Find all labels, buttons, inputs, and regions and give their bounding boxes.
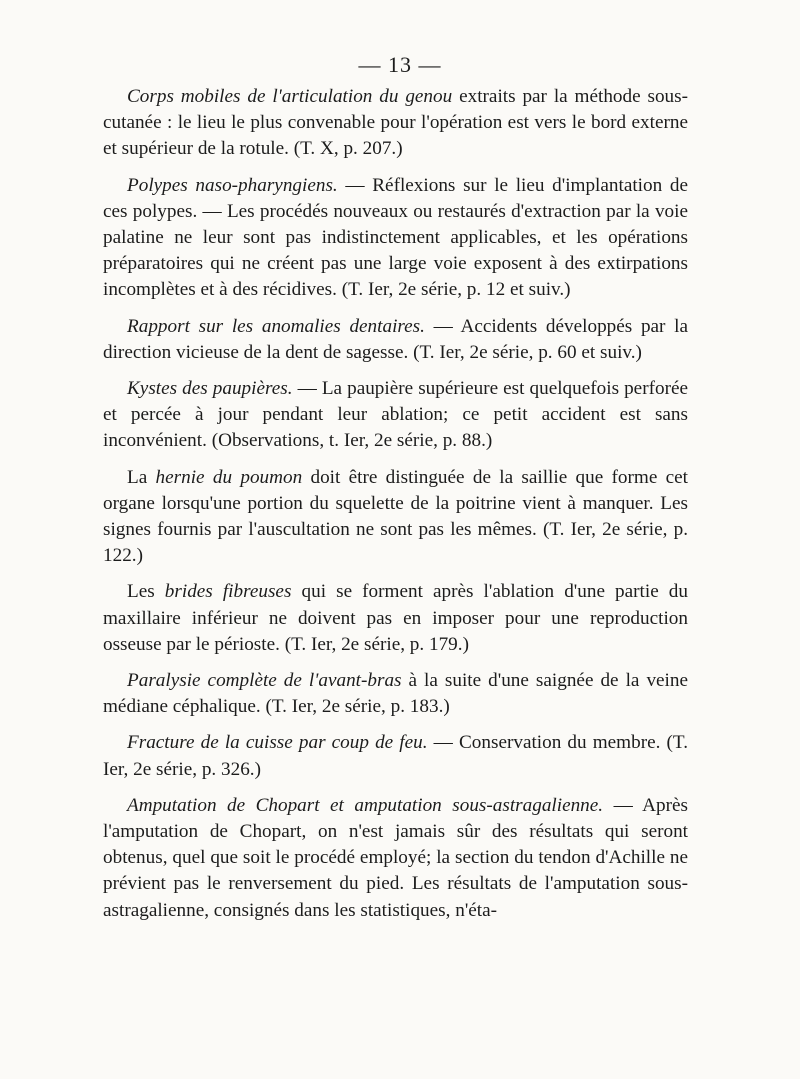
paragraph-text: doit être distinguée de la saillie que forme cet organe lorsqu'une portion du squelette de la poitrine vient à manquer. Les signes fournis par l'auscultation ne sont pas les mêmes. (T. Ier, 2e série, p. 122.) bbox=[103, 466, 689, 567]
paragraph-kystes bbox=[103, 376, 688, 455]
paragraph-text: qui se forment après l'ablation d'une partie du maxillaire inférieur ne doivent pas en imposer pour une reproduction osseuse par le périoste. (T. Ier, 2e série, p. 179.) bbox=[103, 581, 688, 655]
paragraph-fracture bbox=[103, 730, 688, 782]
paragraph-text: — La paupière supérieure est quelquefois perforée et percée à jour pendant leur ablation; ce petit accident est sans inconvénient. (Observations, t. Ier, 2e série, p. 88.) bbox=[103, 378, 688, 452]
paragraph-title: Fracture de la cuisse par coup de feu. bbox=[127, 732, 428, 754]
paragraph-paralysie bbox=[103, 668, 688, 720]
paragraph-title: Amputation de Chopart et amputation sous-astragalienne. bbox=[127, 794, 604, 816]
paragraph-title: Kystes des paupières. bbox=[127, 378, 293, 400]
paragraph-corps-mobiles bbox=[103, 84, 688, 163]
paragraph-polypes bbox=[103, 173, 688, 304]
paragraph-text: — Conservation du membre. (T. Ier, 2e série, p. 326.) bbox=[103, 732, 688, 780]
paragraph-anomalies-dentaires bbox=[103, 314, 688, 366]
paragraph-text: extraits par la méthode sous-cutanée : le lieu le plus convenable pour l'opération est vers le bord externe et supérieur de la rotule. (T. X, p. 207.) bbox=[103, 86, 688, 160]
paragraph-text: — Accidents développés par la direction vicieuse de la dent de sagesse. (T. Ier, 2e série, p. 60 et suiv.) bbox=[103, 315, 689, 363]
paragraph-title: Paralysie complète de l'avant-bras bbox=[127, 670, 402, 692]
paragraph-title: Rapport sur les anomalies dentaires. bbox=[127, 315, 425, 337]
paragraph-title: brides fibreuses bbox=[164, 581, 292, 603]
paragraph-lead: La bbox=[127, 466, 156, 488]
text-block bbox=[103, 84, 688, 934]
page-number: — 13 — bbox=[358, 52, 442, 77]
paragraph-text: à la suite d'une saignée de la veine médiane céphalique. (T. Ier, 2e série, p. 183.) bbox=[103, 670, 688, 718]
paragraph-text: — Réflexions sur le lieu d'implantation de ces polypes. — Les procédés nouveaux ou restaurés d'extraction par la voie palatine ne leur sont pas indistinctement applicables, et les opérations préparatoires qui ne créent pas une large voie exposent à des extirpations incomplètes et à des récidives. (T. Ier, 2e série, p. 12 et suiv.) bbox=[103, 174, 688, 301]
paragraph-title: Corps mobiles de l'articulation du genou bbox=[127, 86, 453, 107]
paragraph-lead: Les bbox=[127, 581, 165, 603]
paragraph-text: — Après l'amputation de Chopart, on n'est jamais sûr des résultats qui seront obtenus, quel que soit le procédé employé; la section du tendon d'Achille ne prévient pas le renversement du pied. Les résultats de l'amputation sous-astragalienne, consignés dans les statistiques, n'éta- bbox=[103, 794, 688, 921]
paragraph-amputation bbox=[103, 793, 688, 924]
paragraph-brides bbox=[103, 579, 688, 658]
paragraph-title: hernie du poumon bbox=[155, 466, 303, 488]
paragraph-hernie bbox=[103, 465, 688, 570]
paragraph-title: Polypes naso-pharyngiens. bbox=[127, 174, 338, 196]
